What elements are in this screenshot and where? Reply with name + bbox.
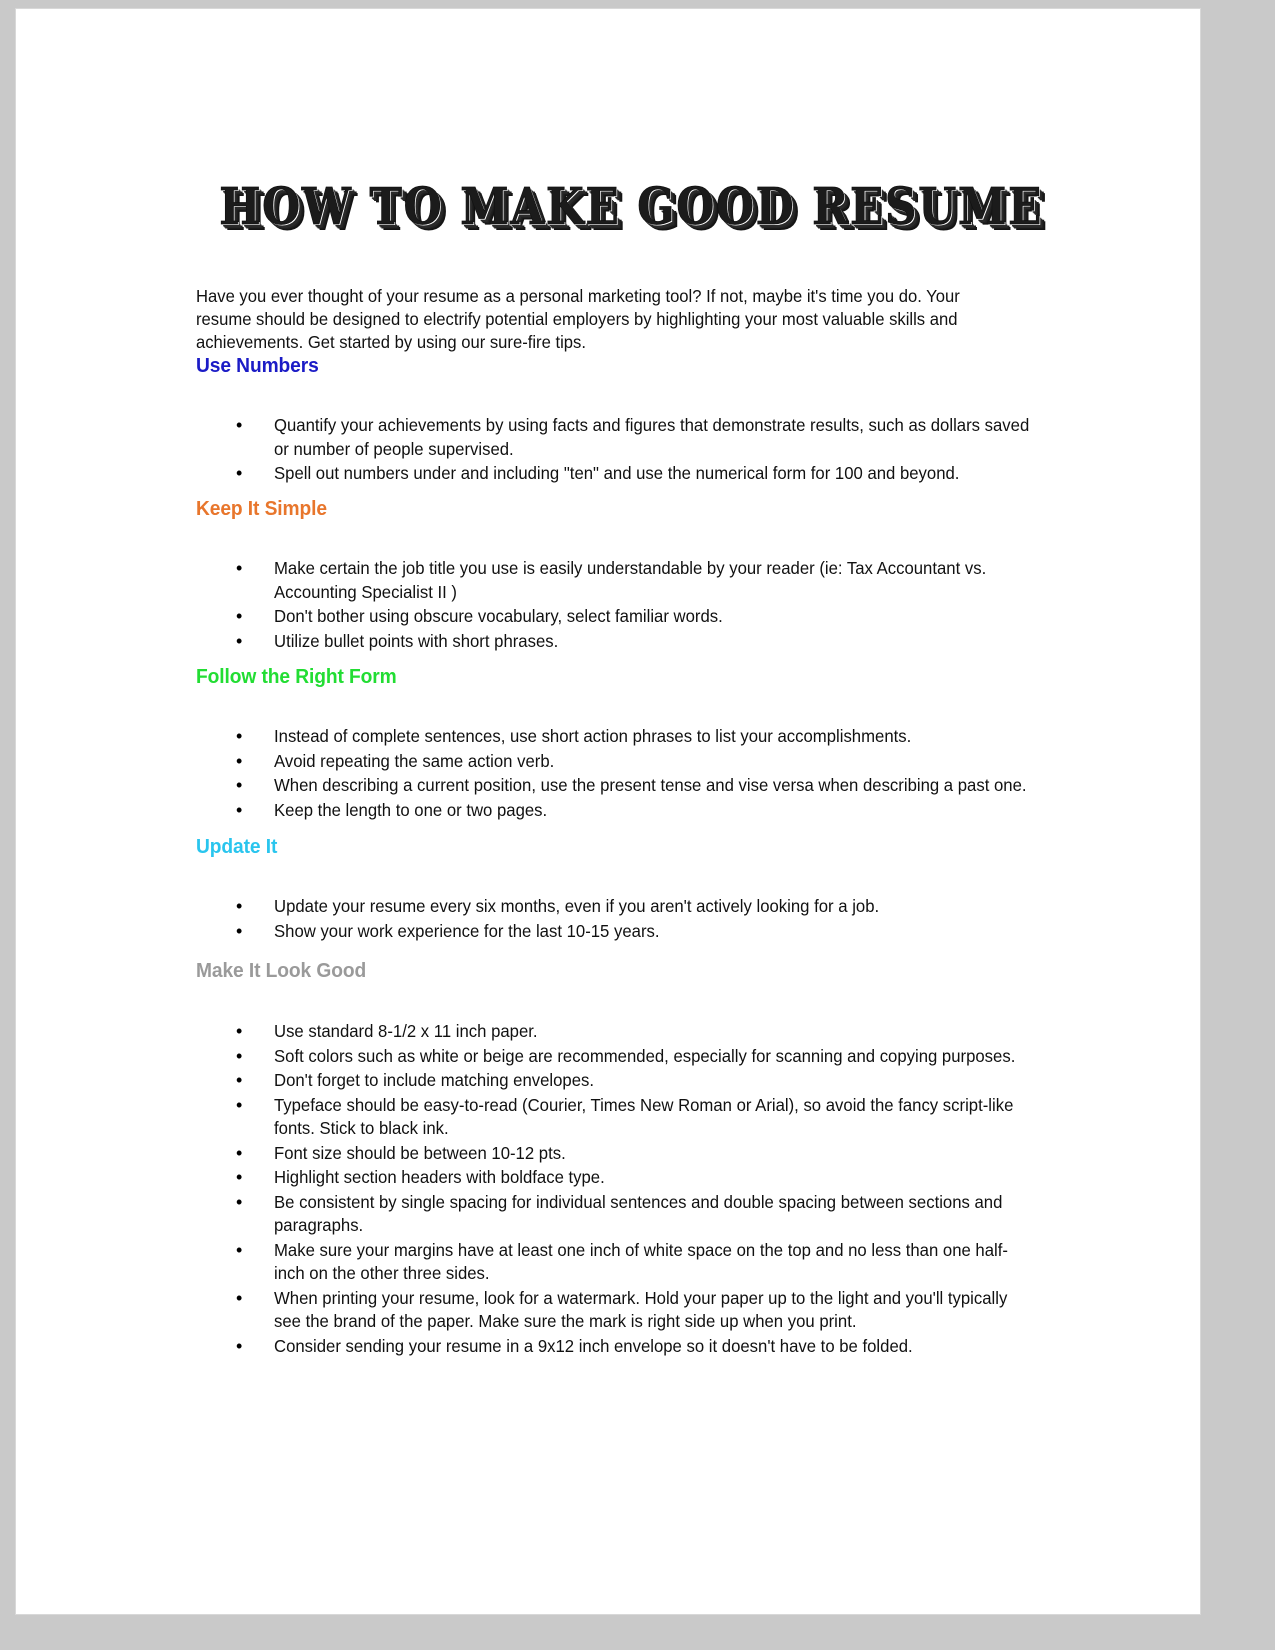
bullet-icon: • bbox=[236, 415, 243, 435]
list-item bbox=[196, 414, 1066, 461]
list-item bbox=[196, 920, 1066, 944]
bullet-list-follow-the-right-form bbox=[196, 725, 1066, 822]
list-item bbox=[196, 774, 1066, 798]
bullet-list-make-it-look-good bbox=[196, 1020, 1066, 1358]
list-item-text: Utilize bullet points with short phrases. bbox=[274, 630, 559, 651]
list-item bbox=[196, 1045, 1066, 1069]
list-item-text: Make sure your margins have at least one inch of white space on the top and no less than one half-inch on the other three sides. bbox=[274, 1239, 1008, 1283]
section-heading-keep-it-simple: Keep It Simple bbox=[196, 498, 327, 520]
list-item-text: Instead of complete sentences, use short action phrases to list your accomplishments. bbox=[274, 726, 912, 746]
section-heading-use-numbers: Use Numbers bbox=[196, 355, 319, 377]
list-item bbox=[196, 557, 1066, 604]
bullet-icon: • bbox=[236, 896, 243, 916]
list-item bbox=[196, 1287, 1066, 1334]
list-item bbox=[196, 1142, 1066, 1166]
section-make-it-look-good bbox=[196, 959, 1066, 1359]
list-item bbox=[196, 605, 1066, 629]
list-item-text: Use standard 8-1/2 x 11 inch paper. bbox=[274, 1021, 538, 1041]
list-item-text: Update your resume every six months, even if you aren't actively looking for a job. bbox=[274, 896, 880, 916]
bullet-icon: • bbox=[236, 1070, 243, 1090]
section-follow-the-right-form bbox=[196, 665, 1066, 823]
bullet-icon: • bbox=[236, 558, 243, 578]
bullet-icon: • bbox=[236, 1287, 243, 1308]
document-page bbox=[15, 8, 1201, 1615]
list-item-text: Make certain the job title you use is easily understandable by your reader (ie: Tax Accountant vs. Accounting Specialist II ) bbox=[274, 558, 987, 602]
list-item bbox=[196, 895, 1066, 919]
section-keep-it-simple bbox=[196, 497, 1066, 654]
bullet-icon: • bbox=[236, 606, 243, 626]
bullet-icon: • bbox=[236, 726, 243, 746]
page-title: HOW TO MAKE GOOD RESUME bbox=[219, 177, 1043, 237]
bullet-icon: • bbox=[236, 775, 243, 795]
list-item-text: When describing a current position, use the present tense and vise versa when describing a past one. bbox=[274, 775, 1027, 795]
list-item bbox=[196, 1191, 1066, 1238]
list-item-text: Highlight section headers with boldface type. bbox=[274, 1167, 605, 1187]
list-item-text: Keep the length to one or two pages. bbox=[274, 799, 548, 820]
list-item bbox=[196, 799, 1066, 823]
list-item-text: Quantify your achievements by using facts and figures that demonstrate results, such as dollars saved or number of people supervised. bbox=[274, 415, 1030, 459]
list-item bbox=[196, 1239, 1066, 1286]
list-item bbox=[196, 630, 1066, 654]
list-item-text: Don't forget to include matching envelopes. bbox=[274, 1070, 594, 1090]
bullet-icon: • bbox=[236, 1142, 243, 1163]
bullet-icon: • bbox=[236, 630, 243, 651]
list-item bbox=[196, 1335, 1066, 1359]
bullet-icon: • bbox=[236, 463, 243, 483]
list-item bbox=[196, 725, 1066, 749]
bullet-icon: • bbox=[236, 1045, 243, 1066]
list-item bbox=[196, 750, 1066, 774]
list-item-text: Spell out numbers under and including "ten" and use the numerical form for 100 and beyond. bbox=[274, 463, 960, 483]
bullet-icon: • bbox=[236, 1167, 243, 1187]
section-update-it bbox=[196, 835, 1066, 944]
bullet-icon: • bbox=[236, 1021, 243, 1041]
bullet-list-keep-it-simple bbox=[196, 557, 1066, 653]
section-heading-update-it: Update It bbox=[196, 836, 278, 858]
list-item bbox=[196, 1166, 1066, 1190]
list-item-text: Typeface should be easy-to-read (Courier, Times New Roman or Arial), so avoid the fancy script-like fonts. Stick to black ink. bbox=[274, 1094, 1014, 1138]
list-item-text: When printing your resume, look for a watermark. Hold your paper up to the light and you'll typically see the brand of the paper. Make sure the mark is right side up when you print. bbox=[274, 1287, 1008, 1331]
list-item bbox=[196, 462, 1066, 486]
list-item-text: Be consistent by single spacing for individual sentences and double spacing between sections and paragraphs. bbox=[274, 1191, 1003, 1235]
list-item bbox=[196, 1069, 1066, 1093]
bullet-list-use-numbers bbox=[196, 414, 1066, 486]
bullet-icon: • bbox=[236, 1191, 243, 1212]
section-heading-follow-the-right-form: Follow the Right Form bbox=[196, 666, 397, 688]
bullet-list-update-it bbox=[196, 895, 1066, 943]
section-use-numbers bbox=[196, 354, 1066, 487]
list-item-text: Avoid repeating the same action verb. bbox=[274, 750, 555, 771]
bullet-icon: • bbox=[236, 750, 243, 771]
intro-paragraph: Have you ever thought of your resume as a personal marketing tool? If not, maybe it's time you do. Your resume should be designed to electrify potential employers by highlighting your most valuable skills and achievements. Get started by using our sure-fire tips. bbox=[196, 285, 960, 352]
bullet-icon: • bbox=[236, 1239, 243, 1260]
bullet-icon: • bbox=[236, 920, 243, 941]
list-item-text: Show your work experience for the last 10-15 years. bbox=[274, 920, 660, 941]
list-item-text: Font size should be between 10-12 pts. bbox=[274, 1142, 566, 1163]
list-item bbox=[196, 1020, 1066, 1044]
list-item-text: Soft colors such as white or beige are recommended, especially for scanning and copying purposes. bbox=[274, 1045, 1016, 1066]
list-item-text: Don't bother using obscure vocabulary, select familiar words. bbox=[274, 606, 723, 626]
section-heading-make-it-look-good: Make It Look Good bbox=[196, 960, 367, 982]
bullet-icon: • bbox=[236, 1335, 243, 1356]
list-item bbox=[196, 1094, 1066, 1141]
bullet-icon: • bbox=[236, 1094, 243, 1115]
bullet-icon: • bbox=[236, 799, 243, 820]
list-item-text: Consider sending your resume in a 9x12 inch envelope so it doesn't have to be folded. bbox=[274, 1335, 913, 1356]
